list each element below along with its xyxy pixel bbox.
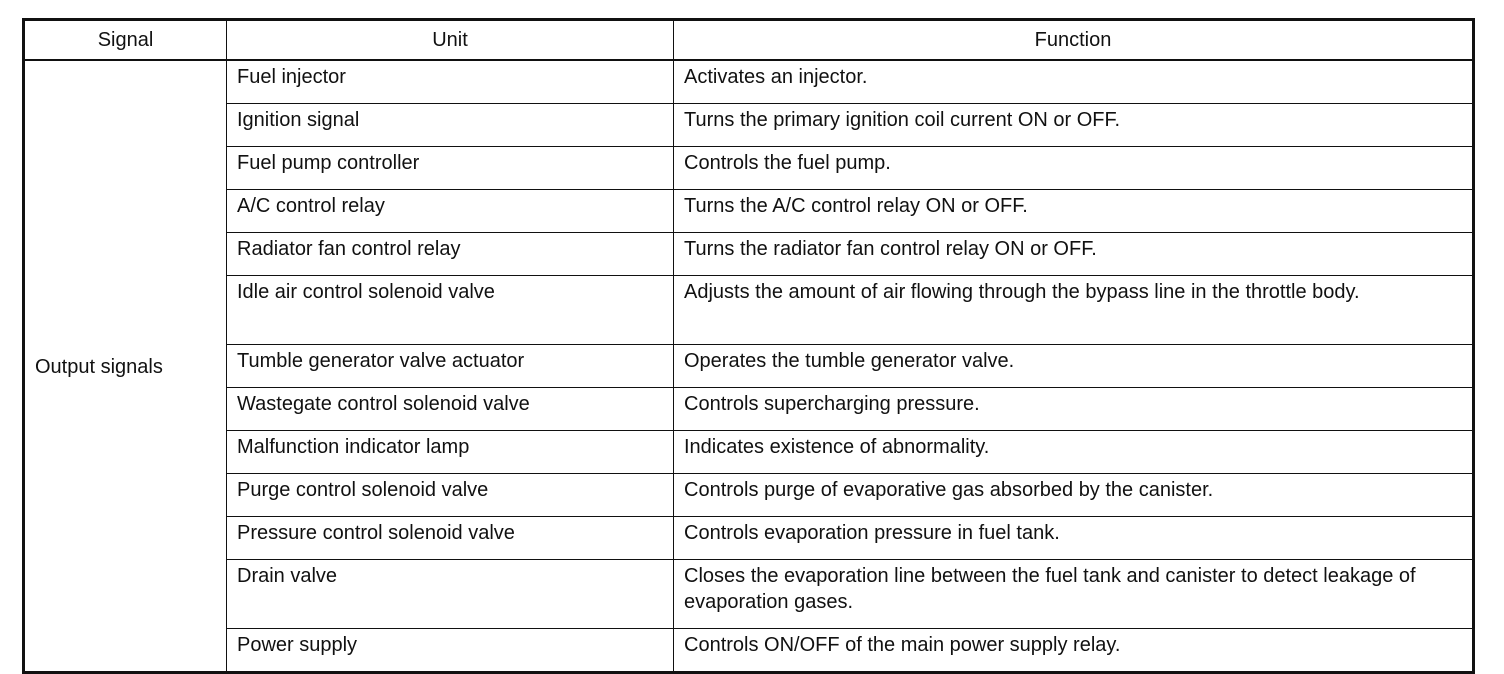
function-cell: Turns the A/C control relay ON or OFF. [674, 190, 1474, 233]
table-row [24, 276, 1474, 345]
function-cell: Adjusts the amount of air flowing through the bypass line in the throttle body. [674, 276, 1474, 345]
function-cell: Closes the evaporation line between the fuel tank and canister to detect leakage of evaporation gases. [674, 560, 1474, 629]
unit-cell: A/C control relay [227, 190, 674, 233]
table-row [24, 104, 1474, 147]
table-row [24, 190, 1474, 233]
table-row [24, 388, 1474, 431]
table-row [24, 560, 1474, 629]
table-row [24, 431, 1474, 474]
unit-cell: Wastegate control solenoid valve [227, 388, 674, 431]
function-cell: Operates the tumble generator valve. [674, 345, 1474, 388]
function-cell: Controls ON/OFF of the main power supply relay. [674, 629, 1474, 673]
function-cell: Controls purge of evaporative gas absorbed by the canister. [674, 474, 1474, 517]
table-header [24, 20, 1474, 61]
unit-cell: Radiator fan control relay [227, 233, 674, 276]
unit-cell: Tumble generator valve actuator [227, 345, 674, 388]
header-function: Function [674, 20, 1474, 61]
unit-cell: Pressure control solenoid valve [227, 517, 674, 560]
function-cell: Activates an injector. [674, 60, 1474, 104]
table-row [24, 517, 1474, 560]
unit-cell: Ignition signal [227, 104, 674, 147]
function-cell: Controls supercharging pressure. [674, 388, 1474, 431]
function-cell: Controls evaporation pressure in fuel tank. [674, 517, 1474, 560]
unit-cell: Drain valve [227, 560, 674, 629]
header-signal: Signal [24, 20, 227, 61]
table-row [24, 629, 1474, 673]
table-row [24, 60, 1474, 104]
unit-cell: Idle air control solenoid valve [227, 276, 674, 345]
table-row [24, 147, 1474, 190]
output-signals-table [22, 18, 1475, 674]
table-body [24, 60, 1474, 673]
header-row [24, 20, 1474, 61]
unit-cell: Purge control solenoid valve [227, 474, 674, 517]
signal-group-cell: Output signals [24, 60, 227, 673]
function-cell: Indicates existence of abnormality. [674, 431, 1474, 474]
table-row [24, 474, 1474, 517]
unit-cell: Fuel pump controller [227, 147, 674, 190]
unit-cell: Power supply [227, 629, 674, 673]
header-unit: Unit [227, 20, 674, 61]
function-cell: Turns the primary ignition coil current ON or OFF. [674, 104, 1474, 147]
function-cell: Turns the radiator fan control relay ON or OFF. [674, 233, 1474, 276]
table-row [24, 345, 1474, 388]
table-row [24, 233, 1474, 276]
function-cell: Controls the fuel pump. [674, 147, 1474, 190]
unit-cell: Fuel injector [227, 60, 674, 104]
unit-cell: Malfunction indicator lamp [227, 431, 674, 474]
